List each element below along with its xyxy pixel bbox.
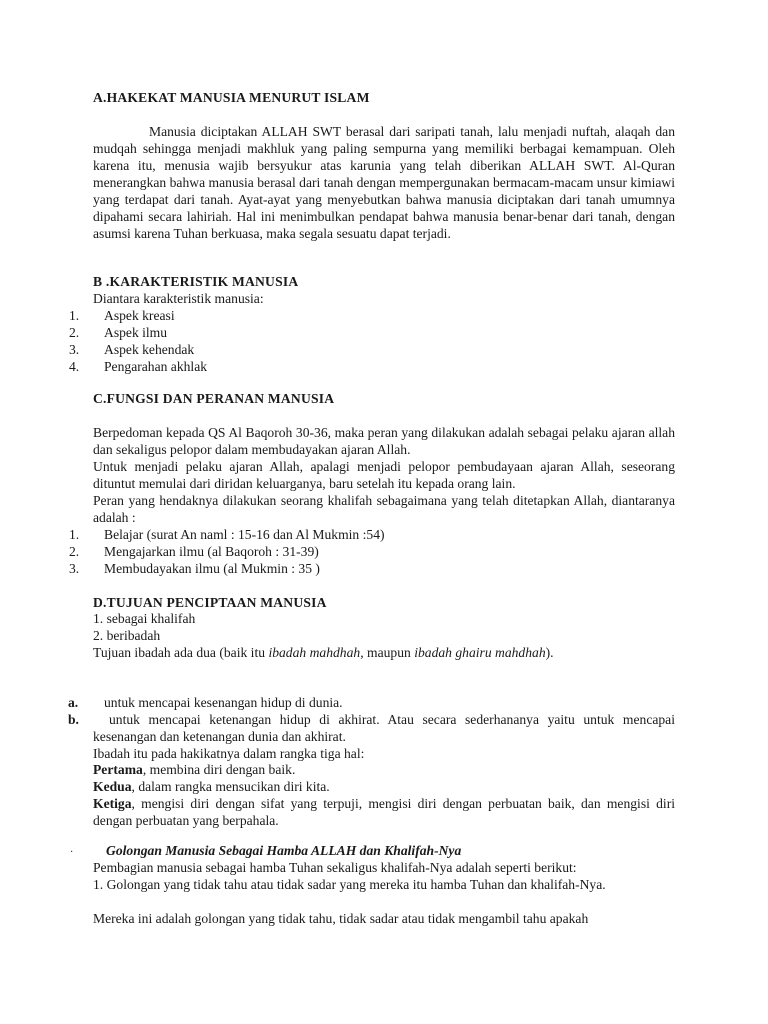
section-e-item-1: 1. Golongan yang tidak tahu atau tidak sadar yang mereka itu hamba Tuhan dan khalifah-Nya.	[93, 877, 606, 892]
section-c-heading: C.FUNGSI DAN PERANAN MANUSIA	[93, 391, 335, 406]
section-d-line-2: 2. beribadah	[93, 628, 161, 643]
list-item-number: 1.	[69, 527, 80, 542]
section-d-line-1: 1. sebagai khalifah	[93, 611, 196, 626]
list-item-number: 2.	[69, 325, 80, 340]
section-d-heading: D.TUJUAN PENCIPTAAN MANUSIA	[93, 595, 327, 610]
ketiga-line	[93, 795, 675, 829]
section-a-paragraph: Manusia diciptakan ALLAH SWT berasal dari saripati tanah, lalu menjadi nuftah, alaqah dan mudqah sehingga menjadi makhluk yang paling sempurna yang memiliki berbagai kemampuan. Oleh karena itu, menusia wajib bersyukur atas karunia yang telah diberikan ALLAH SWT. Al-Quran menerangkan bahwa manusia berasal dari tanah dengan mempergunakan bermacam-macam unsur kimiawi yang terdapat dari tanah. Ayat-ayat yang menyebutkan bahwa manusia diciptakan dari tanah umumnya dipahami secara lahiriah. Hal ini menimbulkan pendapat bahwa manusia benar-benar dari tanah, dengan asumsi karena Tuhan berkuasa, maka segala sesuatu dapat terjadi.	[93, 124, 675, 241]
section-e-item-1-cont: Mereka ini adalah golongan yang tidak tahu, tidak sadar atau tidak mengambil tahu apakah	[93, 911, 589, 926]
list-item-number: 3.	[69, 561, 80, 576]
list-item: Membudayakan ilmu (al Mukmin : 35 )	[104, 561, 320, 576]
ibadah-sentence	[93, 644, 554, 661]
list-item: Aspek ilmu	[104, 325, 168, 340]
ibadah-ghairu-term: ibadah ghairu mahdhah	[414, 645, 546, 660]
kedua-label: Kedua	[93, 779, 132, 794]
section-c-paragraph-3: Peran yang hendaknya dilakukan seorang khalifah sebagaimana yang telah ditetapkan Allah, diantaranya adalah :	[93, 493, 675, 525]
list-letter-a: a.	[68, 695, 79, 710]
tiga-hal-line: Ibadah itu pada hakikatnya dalam rangka tiga hal:	[93, 746, 365, 761]
kedua-text: , dalam rangka mensucikan diri kita.	[131, 779, 330, 794]
list-item: Aspek kehendak	[104, 342, 195, 357]
bullet-icon: ·	[70, 847, 74, 858]
pertama-line	[93, 761, 295, 778]
list-item: Mengajarkan ilmu (al Baqoroh : 31-39)	[104, 544, 319, 559]
section-c-paragraph-1: Berpedoman kepada QS Al Baqoroh 30-36, maka peran yang dilakukan adalah sebagai pelaku ajaran allah dan sekaligus pelopor dalam membudayakan ajaran Allah.	[93, 425, 675, 457]
list-letter-b: b.	[68, 712, 79, 727]
ketiga-label: Ketiga	[93, 796, 132, 811]
list-item-number: 1.	[69, 308, 80, 323]
list-item: Aspek kreasi	[104, 308, 175, 323]
section-a-heading: A.HAKEKAT MANUSIA MENURUT ISLAM	[93, 90, 370, 105]
list-item-number: 2.	[69, 544, 80, 559]
ketiga-text: , mengisi diri dengan sifat yang terpuji, mengisi diri dengan perbuatan baik, dan mengisi diri dengan perbuatan yang berpahala.	[93, 796, 675, 828]
list-item-number: 4.	[69, 359, 80, 374]
list-item: Pengarahan akhlak	[104, 359, 208, 374]
kedua-line	[93, 778, 330, 795]
ibadah-mahdhah-term: ibadah mahdhah	[268, 645, 361, 660]
pertama-label: Pertama	[93, 762, 143, 777]
ibadah-text: ).	[545, 645, 554, 660]
ibadah-text: Tujuan ibadah ada dua (baik itu	[93, 645, 269, 660]
pertama-text: , membina diri dengan baik.	[142, 762, 296, 777]
list-item-b: untuk mencapai ketenangan hidup di akhirat. Atau secara sederhananya yaitu untuk mencapai kesenangan dan ketenangan dunia dan akhirat.	[93, 712, 675, 744]
list-item-number: 3.	[69, 342, 80, 357]
section-e-heading: Golongan Manusia Sebagai Hamba ALLAH dan Khalifah-Nya	[106, 843, 462, 858]
ibadah-text: , maupun	[360, 645, 415, 660]
section-b-intro: Diantara karakteristik manusia:	[93, 291, 264, 306]
section-c-paragraph-2: Untuk menjadi pelaku ajaran Allah, apalagi menjadi pelopor pembudayaan ajaran Allah, seseorang dituntut memulai dari diridan keluarganya, baru setelah itu kepada orang lain.	[93, 459, 675, 491]
section-b-heading: B .KARAKTERISTIK MANUSIA	[93, 274, 299, 289]
section-e-intro: Pembagian manusia sebagai hamba Tuhan sekaligus khalifah-Nya adalah seperti berikut:	[93, 860, 577, 875]
list-item: Belajar (surat An naml : 15-16 dan Al Mukmin :54)	[104, 527, 385, 542]
list-item-a: untuk mencapai kesenangan hidup di dunia.	[104, 695, 343, 710]
